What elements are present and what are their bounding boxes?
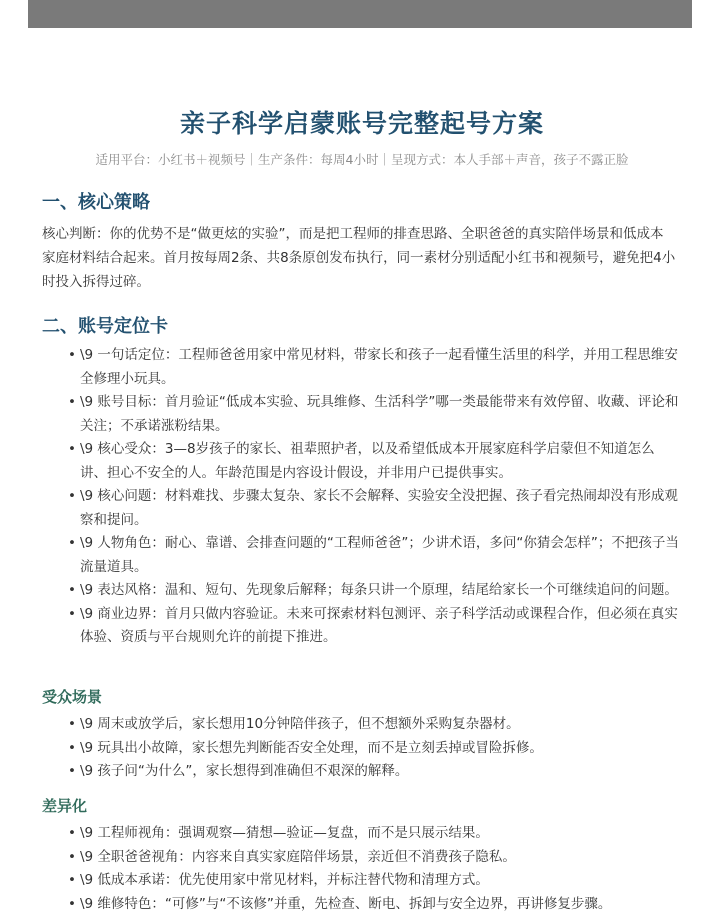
list-item-text: \9 全职爸爸视角：内容来自真实家庭陪伴场景，亲近但不消费孩子隐私。 — [80, 849, 516, 865]
bullet: • — [68, 579, 76, 603]
list-item — [68, 893, 680, 916]
subheading-audience: 受众场景 — [42, 686, 102, 707]
bullet: • — [68, 713, 76, 737]
list-item — [68, 760, 680, 784]
list-item-text: \9 商业边界：首月只做内容验证。未来可探索材料包测评、亲子科学活动或课程合作，但必须在真实体验、资质与平台规则允许的前提下推进。 — [80, 606, 678, 646]
bullet: • — [68, 893, 76, 916]
positioning-list — [68, 344, 680, 650]
top-bar — [28, 0, 692, 28]
list-item-text: \9 表达风格：温和、短句、先现象后解释；每条只讲一个原理，结尾给家长一个可继续追问的问题。 — [80, 582, 678, 598]
audience-list — [68, 713, 680, 784]
bullet: • — [68, 822, 76, 846]
list-item — [68, 603, 680, 650]
list-item-text: \9 周末或放学后，家长想用10分钟陪伴孩子，但不想额外采购复杂器材。 — [80, 716, 520, 732]
bullet: • — [68, 438, 76, 462]
list-item-text: \9 核心问题：材料难找、步骤太复杂、家长不会解释、实验安全没把握、孩子看完热闹却没有形成观察和提问。 — [80, 488, 678, 528]
list-item-text: \9 核心受众：3—8岁孩子的家长、祖辈照护者，以及希望低成本开展家庭科学启蒙但不知道怎么讲、担心不安全的人。年龄范围是内容设计假设，并非用户已提供事实。 — [80, 441, 655, 481]
list-item — [68, 846, 680, 870]
list-item — [68, 532, 680, 579]
section-heading-positioning: 二、账号定位卡 — [42, 312, 168, 338]
page-title: 亲子科学启蒙账号完整起号方案 — [42, 104, 682, 140]
bullet: • — [68, 344, 76, 368]
list-item-text: \9 维修特色：“可修”与“不该修”并重，先检查、断电、拆卸与安全边界，再讲修复步骤。 — [80, 896, 611, 912]
list-item-text: \9 孩子问“为什么”，家长想得到准确但不艰深的解释。 — [80, 763, 408, 779]
list-item — [68, 869, 680, 893]
bullet: • — [68, 485, 76, 509]
bullet: • — [68, 391, 76, 415]
list-item-text: \9 一句话定位：工程师爸爸用家中常见材料，带家长和孩子一起看懂生活里的科学，并用工程思维安全修理小玩具。 — [80, 347, 678, 387]
list-item-text: \9 账号目标：首月验证“低成本实验、玩具维修、生活科学”哪一类最能带来有效停留、收藏、评论和关注；不承诺涨粉结果。 — [80, 394, 678, 434]
bullet: • — [68, 869, 76, 893]
list-item-text: \9 玩具出小故障，家长想先判断能否安全处理，而不是立刻丢掉或冒险拆修。 — [80, 740, 543, 756]
differentiation-list — [68, 822, 680, 916]
list-item — [68, 713, 680, 737]
list-item-text: \9 低成本承诺：优先使用家中常见材料，并标注替代物和清理方式。 — [80, 872, 489, 888]
section-heading-strategy: 一、核心策略 — [42, 188, 150, 214]
list-item — [68, 391, 680, 438]
list-item — [68, 438, 680, 485]
list-item-text: \9 工程师视角：强调观察—猜想—验证—复盘，而不是只展示结果。 — [80, 825, 489, 841]
bullet: • — [68, 760, 76, 784]
page-meta: 适用平台：小红书＋视频号｜生产条件：每周4小时｜呈现方式：本人手部＋声音，孩子不露正脸 — [42, 150, 682, 168]
bullet: • — [68, 532, 76, 556]
bullet: • — [68, 846, 76, 870]
list-item — [68, 485, 680, 532]
strategy-paragraph: 核心判断：你的优势不是“做更炫的实验”，而是把工程师的排查思路、全职爸爸的真实陪伴场景和低成本家庭材料结合起来。首月按每周2条、共8条原创发布执行，同一素材分别适配小红书和视频号，避免把4小时投入拆得过碎。 — [42, 222, 676, 294]
bullet: • — [68, 603, 76, 627]
list-item-text: \9 人物角色：耐心、靠谱、会排查问题的“工程师爸爸”；少讲术语，多问“你猜会怎样”；不把孩子当流量道具。 — [80, 535, 679, 575]
bullet: • — [68, 737, 76, 761]
list-item — [68, 344, 680, 391]
list-item — [68, 737, 680, 761]
list-item — [68, 822, 680, 846]
list-item — [68, 579, 680, 603]
subheading-differentiation: 差异化 — [42, 795, 87, 816]
